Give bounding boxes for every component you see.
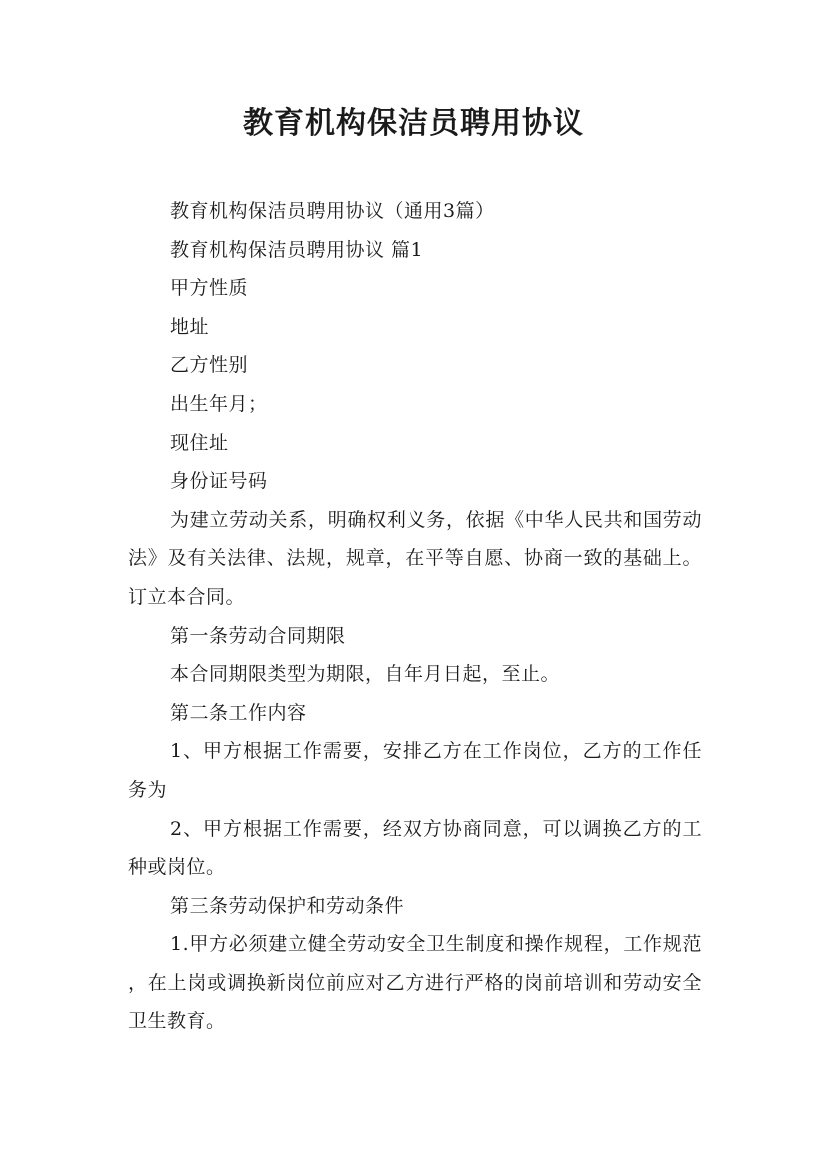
field-current-address: 现住址	[170, 431, 229, 454]
field-address: 地址	[170, 315, 210, 338]
field-party-a-nature: 甲方性质	[170, 277, 249, 300]
field-id-number: 身份证号码	[170, 470, 268, 493]
article-1-text: 本合同期限类型为期限，自年月日起，至止。	[170, 663, 561, 686]
article-2-heading: 第二条工作内容	[170, 701, 307, 724]
article-3-heading: 第三条劳动保护和劳动条件	[170, 894, 405, 917]
article-2-clause-2: 2、甲方根据工作需要，经双方协商同意，可以调换乙方的工种或岗位。	[128, 817, 702, 879]
document-body	[128, 192, 702, 1041]
subtitle-paragraph: 教育机构保洁员聘用协议（通用3篇）	[170, 200, 495, 222]
article-3-clause-1: 1.甲方必须建立健全劳动安全卫生制度和操作规程，工作规范，在上岗或调换新岗位前应对乙方进行严格的岗前培训和劳动安全卫生教育。	[128, 933, 702, 1033]
article-1-heading: 第一条劳动合同期限	[170, 624, 346, 647]
section-heading: 教育机构保洁员聘用协议 篇1	[170, 238, 424, 261]
article-2-clause-1: 1、甲方根据工作需要，安排乙方在工作岗位，乙方的工作任务为	[128, 740, 702, 801]
preamble-paragraph: 为建立劳动关系，明确权利义务，依据《中华人民共和国劳动法》及有关法律、法规，规章，在平等自愿、协商一致的基础上。订立本合同。	[128, 508, 702, 608]
document-title: 教育机构保洁员聘用协议	[243, 106, 584, 141]
field-party-b-gender: 乙方性别	[170, 354, 249, 377]
field-birth-date: 出生年月；	[170, 392, 268, 415]
